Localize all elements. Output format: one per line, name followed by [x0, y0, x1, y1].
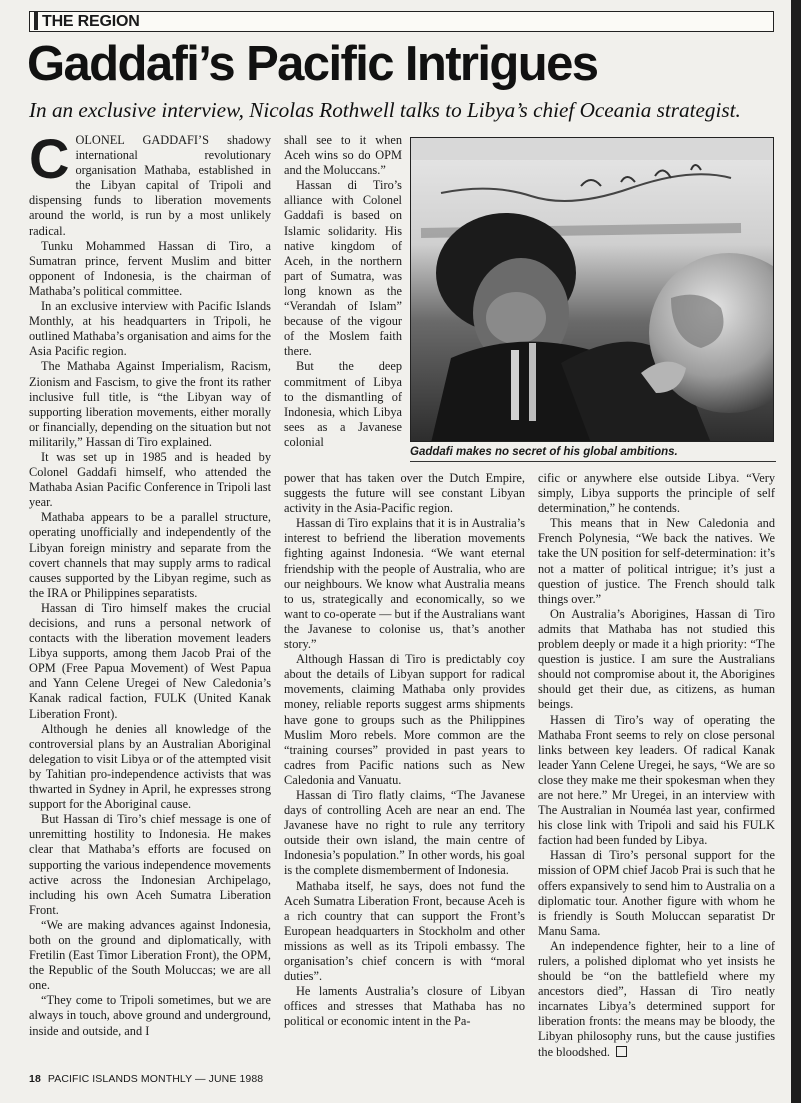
paragraph: Hassan di Tiro’s personal support for the mission of OPM chief Jacob Prai is such that he offers expansively to send him to Australia on a diplomatic tour. Another figure with whom he is friendly is South Moluccan separatist Dr Manu Sama. [538, 848, 775, 938]
paragraph: Hassan di Tiro explains that it is in Australia’s interest to befriend the liberation movements fighting against Indonesia. “We want eternal friendship with the people of Australia, who are our neighbours. We know what Australia means to us, strategically and economically, so we want to co-operate — but if the Australians want the Javanese to colonise us, that’s another story.” [284, 516, 525, 652]
paragraph: “We are making advances against Indonesia, both on the ground and diplomatically, with Fretilin (East Timor Liberation Front), the OPM, the Republic of the South Moluccas; we are all one. [29, 917, 271, 993]
dek: In an exclusive interview, Nicolas Rothwell talks to Libya’s chief Oceania strategist. [29, 98, 741, 122]
photo-gaddafi-icon [410, 137, 774, 442]
paragraph: But the deep commitment of Libya to the dismantling of Indonesia, which Libya sees as a Javanese colonial [284, 359, 402, 449]
page-number: 18 [29, 1073, 41, 1085]
page-footer [29, 1073, 263, 1085]
paragraph: Although he denies all knowledge of the controversial plans by an Australian Aboriginal delegation to visit Libya or of the attempted visit by Tahitian pro-independence activists that was thwarted in Sydney in April, he expresses strong support for the Aboriginal cause. [29, 721, 271, 812]
paragraph: COLONEL GADDAFI’S shadowy international revolutionary organisation Mathaba, established in the Libyan capital of Tripoli and dispensing funds to liberation movements around the world, is run by a most unlikely radical. [29, 127, 271, 238]
paragraph: In an exclusive interview with Pacific Islands Monthly, at his headquarters in Tripoli, he outlined Mathaba’s organisation and aims for the Asia Pacific region. [29, 299, 271, 359]
paragraph: The Mathaba Against Imperialism, Racism, Zionism and Fascism, to give the front its rather inclusive full title, is “the Libyan way of supporting liberation movements, either morally or financially, depending on the situation but not militarily,” Hassan di Tiro explained. [29, 359, 271, 449]
paragraph: “They come to Tripoli sometimes, but we are always in touch, above ground and underground, inside and outside, and I [29, 993, 271, 1038]
paragraph: Hassan di Tiro’s alliance with Colonel Gaddafi is based on Islamic solidarity. His native kingdom of Aceh, in the northern part of Sumatra, was long known as the “Verandah of Islam” because of the vigour of the Moslem faith there. [284, 178, 402, 359]
paragraph: Hassen di Tiro’s way of operating the Mathaba Front seems to rely on close personal links between key leaders. Of radical Kanak leader Yann Celene Uregei, he says, “We are so close they make me their spokesman when they are not here.” Mr Uregei, in an interview with The Australian in Nouméa last year, confirmed his close link with Tripoli and said his FULK faction had been funded by Libya. [538, 712, 775, 848]
column-2 [284, 133, 402, 450]
paragraph: It was set up in 1985 and is headed by Colonel Gaddafi himself, who attended the Mathaba Asian Pacific Conference in Tripoli last year. [29, 449, 271, 510]
page-edge-shadow [791, 0, 801, 1103]
paragraph: An independence fighter, heir to a line of rulers, a polished diplomat who yet insists he should be “on the battlefield where my ancestors died”, Hassan di Tiro neatly incarnates Libya’s determined support for liberation fronts: the means may be bloody, the Libyan philosophy runs, but the cause justifies the bloodshed. [538, 938, 775, 1059]
photo-caption: Gaddafi makes no secret of his global ambitions. [410, 445, 776, 462]
end-mark-icon [616, 1046, 627, 1057]
paragraph: On Australia’s Aborigines, Hassan di Tiro admits that Mathaba has not studied this problem deeply or made it a high priority: “The question is justice. I am sure the Australians should not compromise about it, the Aborigines should get their due, as citizens, as human beings. [538, 606, 775, 712]
paragraph: Tunku Mohammed Hassan di Tiro, a Sumatran prince, fervent Muslim and bitter opponent of Indonesia, is the chairman of Mathaba’s political committee. [29, 238, 271, 298]
column-1 [29, 127, 271, 1039]
paragraph: This means that in New Caledonia and French Polynesia, “We back the natives. We take the UN position for self-determination: it’s not a matter of political intrigue; it’s just a question of justice. The French should talk things over.” [538, 516, 775, 606]
paragraph: But Hassan di Tiro’s chief message is one of unremitting hostility to Indonesia. He makes clear that Mathaba’s efforts are focused on supporting the various independence movements active across the Indonesian Archipelago, including his own Aceh Sumatra Liberation Front. [29, 812, 271, 917]
paragraph: shall see to it when Aceh wins so do OPM and the Moluccans.” [284, 133, 402, 178]
paragraph: Hassan di Tiro flatly claims, “The Javanese days of controlling Aceh are near an end. The Javanese have no right to rule any territory outside their own island, the main centre of Indonesia’s population.” In other words, his goal is the complete dismemberment of Indonesia. [284, 787, 525, 878]
photo-illustration [411, 138, 774, 442]
paragraph: Mathaba appears to be a parallel structure, operating unofficially and independently of the Libyan foreign ministry and separate from the covert channels that may supply arms to radical causes supported by the Libyan regime, such as the IRA or Philippines separatists. [29, 510, 271, 600]
drop-cap: C [29, 127, 70, 190]
paragraph: Although Hassan di Tiro is predictably coy about the details of Libyan support for radical movements, claiming Mathaba only provides money, reliable reports suggest arms shipments have gone to groups such as the Philippines Muslim Moro rebels. More common are the “training courses” provided in past years to cadres from Pacific nations such as New Caledonia and Vanuatu. [284, 652, 525, 787]
section-label: THE REGION [34, 12, 140, 30]
section-bar [29, 11, 774, 32]
paragraph: Hassan di Tiro himself makes the crucial decisions, and runs a personal network of contacts with the liberation movement leaders Libya supports, among them Jacob Prai of the OPM (Free Papua Movement) of West Papua and Yann Celene Uregei of New Caledonia’s Kanak radical faction, FULK (United Kanak Liberation Front). [29, 600, 271, 721]
paragraph: cific or anywhere else outside Libya. “Very simply, Libya supports the principle of self determination,” he contends. [538, 471, 775, 516]
paragraph: power that has taken over the Dutch Empire, suggests the future will see constant Libyan activity in the Asia-Pacific region. [284, 471, 525, 516]
column-3 [284, 471, 525, 1029]
paragraph: He laments Australia’s closure of Libyan offices and stresses that Mathaba has no political or economic intent in the Pa- [284, 984, 525, 1029]
footer-text: PACIFIC ISLANDS MONTHLY — JUNE 1988 [47, 1073, 264, 1085]
column-4 [538, 471, 775, 1060]
paragraph: Mathaba itself, he says, does not fund the Aceh Sumatra Liberation Front, because Aceh is a rich country that can support the Front’s European headquarters in Stockholm and other missions as well as its Tripoli embassy. The organisation’s chief concern is with “moral duties”. [284, 878, 525, 984]
headline: Gaddafi’s Pacific Intrigues [27, 37, 598, 91]
